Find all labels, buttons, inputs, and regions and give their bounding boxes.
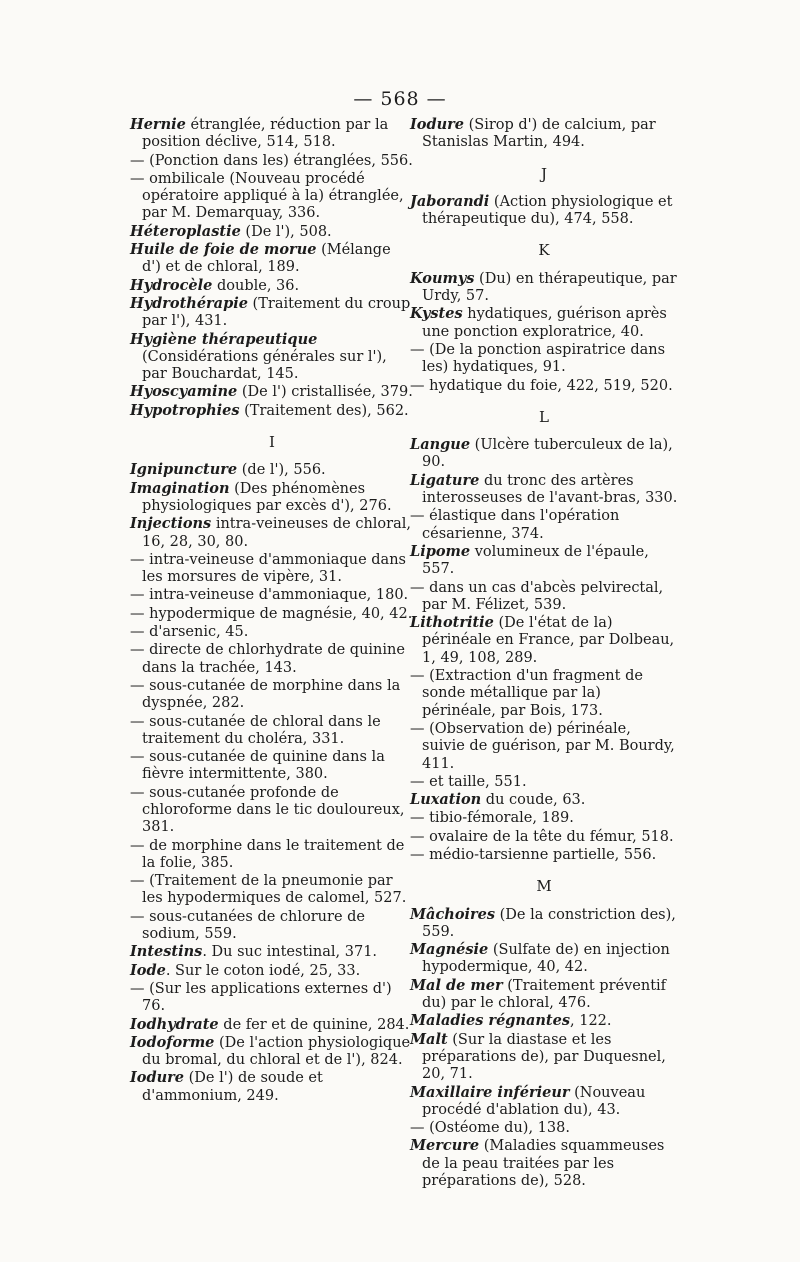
index-text: intra-veineuses de chloral, 16, 28, 30, 80. xyxy=(142,516,411,550)
index-text: étranglée, réduction par la position déclive, 514, 518. xyxy=(142,117,389,151)
index-term: Hypotrophies xyxy=(130,401,240,419)
index-text: — ovalaire de la tête du fémur, 518. xyxy=(410,828,674,845)
index-text: (De la constriction des), 559. xyxy=(422,906,676,940)
index-entry xyxy=(130,277,414,295)
index-entry xyxy=(410,720,678,773)
index-term: Imagination xyxy=(130,479,230,497)
index-entry xyxy=(130,677,414,713)
index-entry xyxy=(410,791,678,809)
index-term: Hyoscyamine xyxy=(130,383,238,401)
index-entry xyxy=(130,1069,414,1105)
index-entry xyxy=(410,1084,678,1120)
index-entry xyxy=(410,472,678,508)
index-term: Injections xyxy=(130,515,212,533)
left-column xyxy=(130,116,414,1105)
index-term: Ligature xyxy=(410,471,480,489)
index-text: , 122. xyxy=(570,1013,612,1030)
index-term: Magnésie xyxy=(410,941,489,959)
index-entry xyxy=(130,908,414,944)
index-text: (Considérations générales sur l'), par Bouchardat, 145. xyxy=(142,348,387,383)
index-text: . Sur le coton iodé, 25, 33. xyxy=(165,962,361,979)
index-text: hydatiques, guérison après une ponction exploratrice, 40. xyxy=(422,306,667,340)
index-entry xyxy=(130,943,414,961)
index-entry xyxy=(410,977,678,1013)
index-text: (Du) en thérapeutique, par Urdy, 57. xyxy=(422,270,677,305)
index-term: Maladies régnantes xyxy=(410,1012,571,1030)
index-text: double, 36. xyxy=(212,277,300,294)
index-entry xyxy=(410,579,678,615)
index-term: Lipome xyxy=(410,542,471,560)
index-entry xyxy=(130,1016,414,1034)
index-text: (Sulfate de) en injection hypodermique, 40, 42. xyxy=(422,942,670,976)
index-entry xyxy=(130,116,414,152)
index-text: — hypodermique de magnésie, 40, 42. xyxy=(130,605,413,622)
index-text: (Maladies squammeuses de la peau traitées par les préparations de), 528. xyxy=(422,1138,665,1190)
index-text: — directe de chlorhydrate de quinine dans la trachée, 143. xyxy=(130,642,405,676)
index-term: Mercure xyxy=(410,1137,480,1155)
index-term: Hydrocèle xyxy=(130,276,213,294)
index-text: (De l'action physiologique du bromal, du chloral et de l'), 824. xyxy=(142,1034,411,1069)
index-text: — tibio-fémorale, 189. xyxy=(410,810,574,827)
index-term: Iodoforme xyxy=(130,1033,215,1051)
index-text: (De l') cristallisée, 379. xyxy=(237,384,413,401)
index-entry xyxy=(130,1034,414,1070)
index-text: — sous-cutanée de quinine dans la fièvre intermittente, 380. xyxy=(130,749,385,783)
index-text: — intra-veineuse d'ammoniaque dans les morsures de vipère, 31. xyxy=(130,551,406,586)
index-entry xyxy=(410,436,678,472)
index-text: — (Extraction d'un fragment de sonde métallique par la) périnéale, par Bois, 173. xyxy=(410,668,643,719)
index-term: Iodhydrate xyxy=(130,1015,219,1033)
entries-m xyxy=(410,906,678,1191)
section-letter-i: I xyxy=(269,433,275,452)
right-column xyxy=(410,116,678,1190)
index-entry xyxy=(130,605,414,623)
index-entry xyxy=(410,305,678,341)
index-text: — (Observation de) périnéale, suivie de guérison, par M. Bourdy, 411. xyxy=(410,720,675,772)
index-text: (De l') de soude et d'ammonium, 249. xyxy=(142,1070,323,1104)
entries-i xyxy=(130,461,414,1105)
entries-j xyxy=(410,193,678,229)
index-entry xyxy=(130,551,414,587)
index-entry xyxy=(130,241,414,277)
index-text: — dans un cas d'abcès pelvirectal, par M. Félizet, 539. xyxy=(410,579,664,613)
index-term: Iode xyxy=(130,961,166,979)
index-entry xyxy=(410,809,678,827)
entries-i-continued xyxy=(410,116,678,152)
index-text: — et taille, 551. xyxy=(410,773,527,790)
index-entry xyxy=(130,748,414,784)
index-entry xyxy=(410,614,678,667)
index-text: de fer et de quinine, 284. xyxy=(218,1016,410,1033)
index-term: Ignipuncture xyxy=(130,461,238,479)
index-entry xyxy=(410,941,678,977)
section-letter-m: M xyxy=(536,877,552,896)
index-term: Maxillaire inférieur xyxy=(410,1083,570,1101)
index-text: — sous-cutanée de chloral dans le traitement du choléra, 331. xyxy=(130,713,381,747)
section-letter-l: L xyxy=(539,407,549,426)
index-text: volumineux de l'épaule, 557. xyxy=(422,543,649,578)
index-text: — (De la ponction aspiratrice dans les) hydatiques, 91. xyxy=(410,341,666,376)
index-entry xyxy=(410,828,678,846)
index-term: Jaborandi xyxy=(410,192,490,210)
index-text: (Traitement du croup par l'), 431. xyxy=(142,295,411,330)
index-entry xyxy=(410,341,678,377)
index-term: Huile de foie de morue xyxy=(130,241,317,259)
index-entry xyxy=(410,543,678,579)
index-term: Mal de mer xyxy=(410,976,503,994)
index-text: (Sirop d') de calcium, par Stanislas Martin, 494. xyxy=(422,117,656,151)
index-term: Mâchoires xyxy=(410,905,496,923)
index-text: — d'arsenic, 45. xyxy=(130,624,249,641)
index-text: — (Ponction dans les) étranglées, 556. xyxy=(130,152,413,169)
entries-h xyxy=(130,116,414,420)
index-entry xyxy=(410,1031,678,1084)
index-entry xyxy=(410,1012,678,1030)
index-term: Kystes xyxy=(410,305,463,323)
index-entry xyxy=(410,667,678,720)
index-term: Intestins xyxy=(130,943,203,961)
index-text: du tronc des artères interosseuses de l'avant-bras, 330. xyxy=(422,472,678,507)
index-text: — sous-cutanée profonde de chloroforme dans le tic douloureux, 381. xyxy=(130,784,405,836)
index-term: Iodure xyxy=(130,1069,184,1087)
index-text: — intra-veineuse d'ammoniaque, 180. xyxy=(130,587,409,604)
index-text: . Du suc intestinal, 371. xyxy=(202,944,378,961)
index-text: — sous-cutanées de chlorure de sodium, 559. xyxy=(130,908,365,943)
index-text: (De l'), 508. xyxy=(240,223,332,240)
index-entry xyxy=(410,1119,678,1137)
index-entry xyxy=(410,116,678,152)
index-text: (Ulcère tuberculeux de la), 90. xyxy=(422,437,673,471)
index-term: Langue xyxy=(410,436,471,454)
index-entry xyxy=(130,515,414,551)
index-entry xyxy=(410,1137,678,1190)
index-term: Hernie xyxy=(130,116,186,133)
index-text: (de l'), 556. xyxy=(237,462,326,479)
index-text: (Nouveau procédé d'ablation du), 43. xyxy=(422,1084,646,1118)
index-entry xyxy=(130,872,414,908)
index-entry xyxy=(130,623,414,641)
index-text: — (Sur les applications externes d') 76. xyxy=(130,980,392,1015)
index-entry xyxy=(130,586,414,604)
index-text: — sous-cutanée de morphine dans la dyspnée, 282. xyxy=(130,677,401,712)
index-text: du coude, 63. xyxy=(481,792,586,809)
entries-k xyxy=(410,270,678,395)
index-entry xyxy=(130,295,414,331)
index-text: (Mélange d') et de chloral, 189. xyxy=(142,242,391,276)
entries-l xyxy=(410,436,678,864)
index-entry xyxy=(130,641,414,677)
index-entry xyxy=(410,906,678,942)
index-text: — (Traitement de la pneumonie par les hypodermiques de calomel, 527. xyxy=(130,873,407,907)
index-entry xyxy=(410,377,678,395)
index-entry xyxy=(130,170,414,223)
index-entry xyxy=(130,331,414,384)
index-entry xyxy=(130,152,414,170)
index-text: (Sur la diastase et les préparations de), par Duquesnel, 20, 71. xyxy=(422,1031,666,1083)
index-entry xyxy=(130,461,414,479)
index-term: Hydrothérapie xyxy=(130,294,248,312)
index-text: — ombilicale (Nouveau procédé opératoire appliqué à la) étranglée, par M. Demarquay, 336. xyxy=(130,170,404,222)
index-entry xyxy=(410,773,678,791)
index-term: Lithotritie xyxy=(410,614,494,632)
index-term: Héteroplastie xyxy=(130,222,241,240)
index-term: Iodure xyxy=(410,116,464,133)
index-entry xyxy=(410,846,678,864)
index-entry xyxy=(130,837,414,873)
index-text: — de morphine dans le traitement de la folie, 385. xyxy=(130,837,405,871)
index-text: — médio-tarsienne partielle, 556. xyxy=(410,846,657,863)
index-term: Koumys xyxy=(410,269,475,287)
index-term: Luxation xyxy=(410,791,482,809)
index-text: (Des phénomènes physiologiques par excès d'), 276. xyxy=(142,480,392,514)
index-entry xyxy=(130,713,414,749)
index-text: (Traitement des), 562. xyxy=(239,402,409,419)
index-entry xyxy=(130,480,414,516)
index-entry xyxy=(410,507,678,543)
index-entry xyxy=(130,784,414,837)
page-number: — 568 — xyxy=(353,88,447,110)
index-entry xyxy=(130,962,414,980)
index-entry xyxy=(130,980,414,1016)
index-term: Malt xyxy=(410,1030,448,1048)
index-text: — hydatique du foie, 422, 519, 520. xyxy=(410,377,673,394)
index-entry xyxy=(130,383,414,401)
index-text: — élastique dans l'opération césarienne, 374. xyxy=(410,508,620,542)
index-term: Hygiène thérapeutique xyxy=(130,330,318,348)
index-text: — (Ostéome du), 138. xyxy=(410,1120,570,1137)
index-entry xyxy=(410,193,678,229)
index-entry xyxy=(410,270,678,306)
index-text: (De l'état de la) périnéale en France, par Dolbeau, 1, 49, 108, 289. xyxy=(422,615,675,666)
section-letter-k: K xyxy=(538,241,550,260)
section-letter-j: J xyxy=(540,164,547,183)
index-text: (Action physiologique et thérapeutique du), 474, 558. xyxy=(422,193,673,228)
index-text: (Traitement préventif du) par le chloral, 476. xyxy=(422,977,667,1012)
index-entry xyxy=(130,402,414,420)
index-entry xyxy=(130,223,414,241)
